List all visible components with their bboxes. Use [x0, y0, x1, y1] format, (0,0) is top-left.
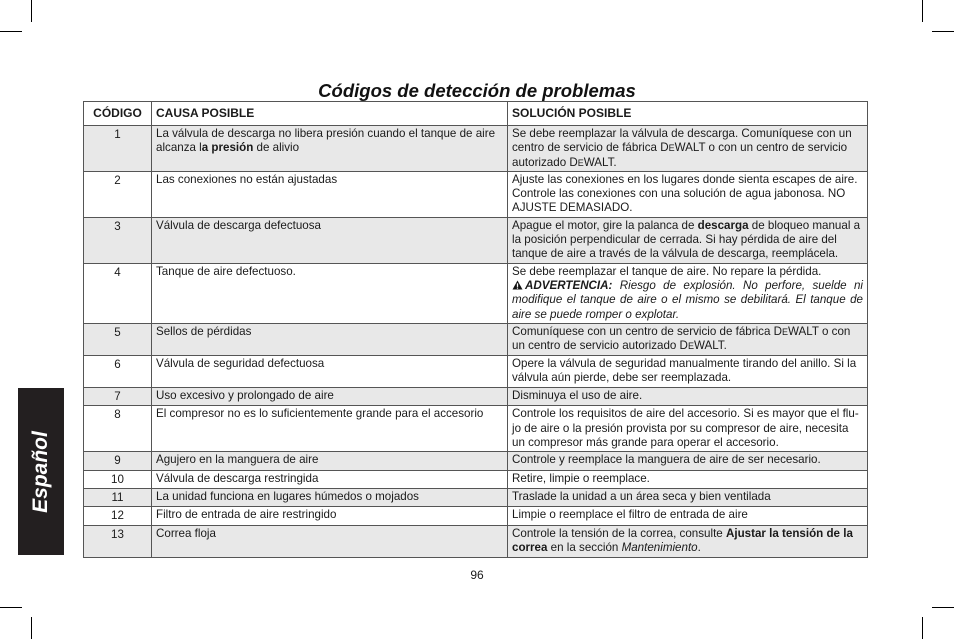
code-cell: 4: [84, 263, 152, 323]
solution-text: [512, 173, 863, 216]
text-run: La unidad funciona en lugares húmedos o mojados: [156, 489, 419, 503]
warning-note: [512, 279, 863, 322]
small-caps-text: E: [668, 143, 675, 154]
text-run: en la sección: [547, 540, 622, 554]
solution-cell: [508, 356, 868, 388]
language-tab-label: Español: [29, 430, 52, 513]
text-run: Tanque de aire defectuoso.: [156, 264, 296, 278]
cause-cell: [152, 126, 508, 172]
text-run: Disminuya el uso de aire.: [512, 389, 643, 403]
text-run: Ajuste las conexiones en los lugares donde sienta escapes de aire. Controle las conexiones con una solución de agua jabonosa. NO AJUSTE DEMASIADO.: [512, 172, 858, 215]
solution-text: [512, 508, 863, 522]
text-run: Controle la tensión de la correa, consulte: [512, 526, 726, 540]
header-cause: CAUSA POSIBLE: [152, 102, 508, 126]
table-row: [84, 388, 868, 406]
text-run: Retire, limpie o reemplace.: [512, 471, 650, 485]
header-code: CÓDIGO: [84, 102, 152, 126]
cause-cell: [152, 356, 508, 388]
solution-cell: [508, 217, 868, 263]
solution-text: [512, 407, 863, 450]
cause-cell: [152, 388, 508, 406]
bold-text: a presión: [201, 141, 254, 155]
crop-mark: [31, 0, 32, 22]
language-tab: [18, 388, 64, 555]
cause-cell: [152, 171, 508, 217]
text-run: Limpie o reemplace el filtro de entrada de aire: [512, 508, 748, 522]
bold-text: Ajustar la tensión de la correa: [512, 526, 853, 554]
text-run: Comuníquese con un centro de servicio de fábrica D: [512, 325, 783, 339]
crop-mark: [932, 607, 954, 608]
text-run: Filtro de entrada de aire restringido: [156, 508, 337, 522]
text-run: Se debe reemplazar la válvula de descarga. Comuníquese con un centro de servicio de fábrica D: [512, 127, 852, 155]
table-row: [84, 452, 868, 470]
table-row: [84, 171, 868, 217]
table-row: [84, 507, 868, 525]
page-title: Códigos de detección de problemas: [318, 80, 636, 101]
text-run: El compresor no es lo suficientemente grande para el accesorio: [156, 407, 484, 421]
text-run: Correa floja: [156, 526, 216, 540]
crop-mark: [922, 0, 923, 22]
text-run: .: [697, 540, 701, 554]
code-cell: 12: [84, 507, 152, 525]
solution-cell: [508, 263, 868, 323]
table-row: [84, 217, 868, 263]
solution-text: [512, 472, 863, 486]
cause-cell: [152, 525, 508, 557]
header-solution: SOLUCIÓN POSIBLE: [508, 102, 868, 126]
solution-text: [512, 389, 863, 403]
warning-triangle-icon: [512, 280, 523, 290]
solution-text: [512, 490, 863, 504]
code-cell: 11: [84, 488, 152, 506]
solution-cell: [508, 488, 868, 506]
solution-cell: [508, 470, 868, 488]
table-row: [84, 406, 868, 452]
text-run: Agujero en la manguera de aire: [156, 453, 319, 467]
text-run: La válvula de descarga no libera presión cuando el tanque de aire alcanza l: [156, 127, 496, 155]
solution-cell: [508, 388, 868, 406]
table-row: [84, 324, 868, 356]
table-row: [84, 356, 868, 388]
code-cell: 2: [84, 171, 152, 217]
text-run: Válvula de descarga restringida: [156, 471, 319, 485]
solution-text: [512, 357, 863, 386]
troubleshooting-table: [83, 101, 868, 558]
code-cell: 9: [84, 452, 152, 470]
crop-mark: [932, 31, 954, 32]
cause-cell: [152, 263, 508, 323]
table-row: [84, 263, 868, 323]
small-caps-text: E: [687, 341, 694, 352]
solution-text: [512, 453, 863, 467]
table-row: [84, 488, 868, 506]
solution-cell: [508, 126, 868, 172]
solution-text: [512, 527, 863, 556]
text-run: de bloqueo manual a la posición perpendicular de cerrada. Si hay pérdida de aire del tanque de aire a través de la válvula de descarga, reemplácela.: [512, 218, 861, 261]
code-cell: 6: [84, 356, 152, 388]
text-run: Uso excesivo y prolongado de aire: [156, 389, 334, 403]
cause-cell: [152, 217, 508, 263]
text-run: Se debe reemplazar el tanque de aire. No repare la pérdida.: [512, 264, 822, 278]
solution-cell: [508, 452, 868, 470]
solution-text: [512, 265, 863, 279]
solution-text: [512, 127, 863, 170]
table-row: [84, 126, 868, 172]
small-caps-text: E: [577, 157, 584, 168]
cause-cell: [152, 452, 508, 470]
code-cell: 10: [84, 470, 152, 488]
text-run: Apague el motor, gire la palanca de: [512, 218, 698, 232]
solution-cell: [508, 525, 868, 557]
crop-mark: [0, 31, 22, 32]
table-row: [84, 525, 868, 557]
solution-cell: [508, 507, 868, 525]
code-cell: 5: [84, 324, 152, 356]
code-cell: 1: [84, 126, 152, 172]
text-run: Las conexiones no están ajustadas: [156, 172, 338, 186]
solution-cell: [508, 324, 868, 356]
cause-cell: [152, 507, 508, 525]
cause-cell: [152, 488, 508, 506]
text-run: Controle los requisitos de aire del accesorio. Si es mayor que el flu-jo de aire o la presión provista por su compresor de aire, necesita un compresor más grande para operar el accesorio.: [512, 407, 859, 449]
table-body: [84, 126, 868, 558]
text-run: de alivio: [253, 141, 300, 155]
solution-text: [512, 325, 863, 354]
warning-text: Riesgo de explosión. No perfore, suelde ni modifique el tanque de aire o el mismo se debilitará. El tanque de aire se puede romper o explotar.: [512, 279, 863, 321]
text-run: WALT.: [693, 339, 727, 353]
italic-text: Mantenimiento: [621, 540, 698, 554]
text-run: Opere la válvula de seguridad manualmente tirando del anillo. Si la válvula aún pierde, debe ser reemplazada.: [512, 357, 857, 385]
table-header-row: [84, 102, 868, 126]
text-run: WALT o con un centro de servicio autorizado D: [512, 141, 848, 169]
crop-mark: [922, 617, 923, 639]
solution-cell: [508, 406, 868, 452]
text-run: Sellos de pérdidas: [156, 325, 252, 339]
text-run: Válvula de seguridad defectuosa: [156, 357, 325, 371]
text-run: Válvula de descarga defectuosa: [156, 218, 322, 232]
solution-cell: [508, 171, 868, 217]
solution-text: [512, 219, 863, 262]
cause-cell: [152, 470, 508, 488]
warning-label: ADVERTENCIA:: [525, 279, 613, 293]
code-cell: 8: [84, 406, 152, 452]
cause-cell: [152, 324, 508, 356]
table-row: [84, 470, 868, 488]
crop-mark: [0, 607, 22, 608]
text-run: WALT o con un centro de servicio autorizado D: [512, 325, 851, 353]
text-run: WALT.: [583, 155, 617, 169]
text-run: Traslade la unidad a un área seca y bien ventilada: [512, 489, 771, 503]
code-cell: 7: [84, 388, 152, 406]
crop-mark: [31, 617, 32, 639]
code-cell: 13: [84, 525, 152, 557]
small-caps-text: E: [782, 327, 789, 338]
code-cell: 3: [84, 217, 152, 263]
cause-cell: [152, 406, 508, 452]
text-run: Controle y reemplace la manguera de aire de ser necesario.: [512, 453, 821, 467]
bold-text: descarga: [697, 218, 749, 232]
page-number: 96: [470, 568, 484, 582]
